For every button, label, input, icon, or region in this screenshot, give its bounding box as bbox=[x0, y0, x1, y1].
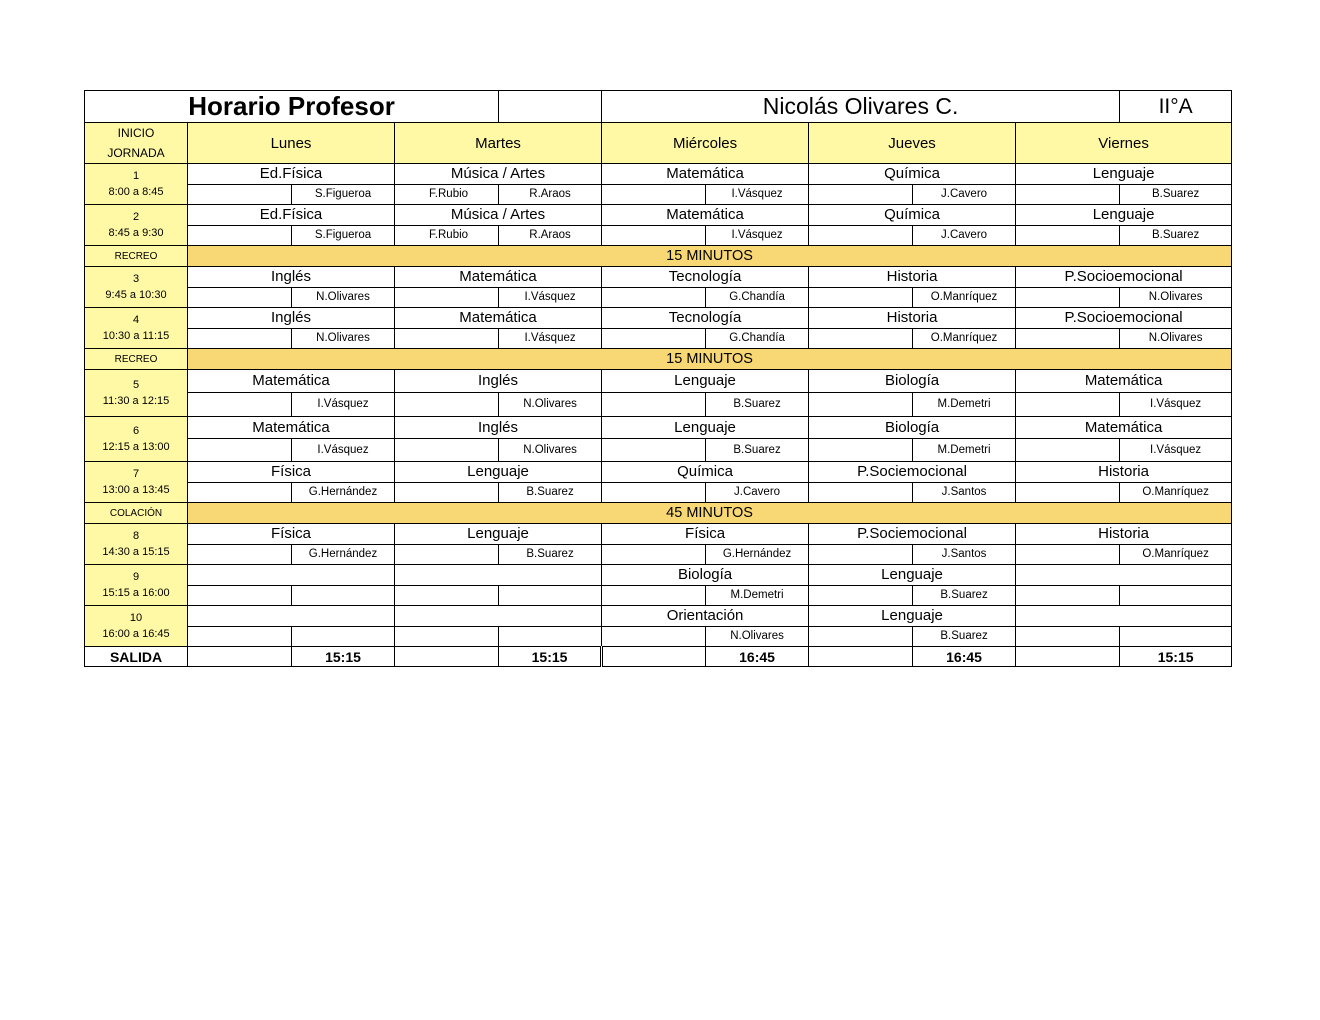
block-number: 5 bbox=[132, 379, 140, 391]
teacher-cell: I.Vásquez bbox=[292, 439, 395, 462]
day-header-row bbox=[85, 123, 1232, 164]
subject-cell: Biología bbox=[809, 370, 1016, 393]
break-label: RECREO bbox=[85, 349, 188, 370]
subject-cell: Matemática bbox=[395, 308, 602, 329]
subject-cell: Física bbox=[188, 524, 395, 545]
teacher-cell bbox=[602, 226, 706, 246]
teacher-cell bbox=[499, 627, 602, 647]
teacher-cell bbox=[1016, 627, 1120, 647]
salida-time-cell: 16:45 bbox=[913, 647, 1016, 667]
block-label bbox=[85, 606, 188, 647]
break-row bbox=[85, 503, 1232, 524]
teacher-cell bbox=[1016, 586, 1120, 606]
block-label bbox=[85, 164, 188, 205]
teacher-cell: I.Vásquez bbox=[1120, 439, 1232, 462]
salida-time-cell bbox=[1016, 647, 1120, 667]
subject-cell: P.Socioemocional bbox=[1016, 308, 1232, 329]
subject-cell: P.Socioemocional bbox=[1016, 267, 1232, 288]
teacher-cell bbox=[188, 226, 292, 246]
block-time: 8:00 a 8:45 bbox=[108, 186, 164, 198]
subject-cell: Química bbox=[809, 164, 1016, 185]
block-number: 1 bbox=[132, 170, 140, 182]
teacher-cell: I.Vásquez bbox=[706, 226, 809, 246]
subject-cell: Lenguaje bbox=[1016, 164, 1232, 185]
teacher-cell bbox=[1016, 545, 1120, 565]
teacher-cell bbox=[188, 329, 292, 349]
salida-time-cell: 15:15 bbox=[292, 647, 395, 667]
teacher-cell: O.Manríquez bbox=[1120, 483, 1232, 503]
teacher-cell bbox=[1120, 627, 1232, 647]
block-number: 9 bbox=[132, 571, 140, 583]
subject-cell: Química bbox=[809, 205, 1016, 226]
subject-cell: Lenguaje bbox=[1016, 205, 1232, 226]
block-number: 3 bbox=[132, 273, 140, 285]
teacher-cell bbox=[395, 627, 499, 647]
teacher-cell bbox=[809, 185, 913, 205]
subject-cell: Tecnología bbox=[602, 267, 809, 288]
subject-cell: Música / Artes bbox=[395, 164, 602, 185]
block-teacher-row bbox=[85, 393, 1232, 417]
block-time: 13:00 a 13:45 bbox=[102, 484, 170, 496]
subject-cell: Historia bbox=[809, 267, 1016, 288]
block-teacher-row bbox=[85, 288, 1232, 308]
teacher-cell bbox=[395, 545, 499, 565]
subject-cell: P.Sociemocional bbox=[809, 524, 1016, 545]
start-label-line-2: JORNADA bbox=[107, 146, 165, 160]
teacher-cell bbox=[1016, 288, 1120, 308]
salida-time-cell: 16:45 bbox=[706, 647, 809, 667]
teacher-cell bbox=[188, 288, 292, 308]
subject-cell: Historia bbox=[1016, 524, 1232, 545]
schedule-table bbox=[84, 90, 1232, 667]
teacher-cell: J.Cavero bbox=[913, 226, 1016, 246]
teacher-cell: I.Vásquez bbox=[292, 393, 395, 417]
subject-cell: Ed.Física bbox=[188, 164, 395, 185]
subject-cell: Biología bbox=[602, 565, 809, 586]
teacher-cell: S.Figueroa bbox=[292, 226, 395, 246]
teacher-cell: M.Demetri bbox=[706, 586, 809, 606]
teacher-cell: B.Suarez bbox=[913, 586, 1016, 606]
salida-label: SALIDA bbox=[85, 647, 188, 667]
block-number: 8 bbox=[132, 530, 140, 542]
subject-cell bbox=[188, 606, 395, 627]
teacher-cell: I.Vásquez bbox=[1120, 393, 1232, 417]
subject-cell: Inglés bbox=[188, 308, 395, 329]
subject-cell bbox=[188, 565, 395, 586]
subject-cell: Matemática bbox=[188, 417, 395, 439]
teacher-cell bbox=[188, 393, 292, 417]
teacher-cell bbox=[499, 586, 602, 606]
subject-cell: Tecnología bbox=[602, 308, 809, 329]
subject-cell: Matemática bbox=[395, 267, 602, 288]
subject-cell bbox=[395, 606, 602, 627]
teacher-cell bbox=[188, 439, 292, 462]
teacher-cell: M.Demetri bbox=[913, 439, 1016, 462]
block-time: 15:15 a 16:00 bbox=[102, 587, 170, 599]
start-label bbox=[85, 123, 188, 164]
teacher-cell: O.Manríquez bbox=[913, 329, 1016, 349]
block-subject-row bbox=[85, 565, 1232, 586]
teacher-cell bbox=[1016, 329, 1120, 349]
subject-cell: Matemática bbox=[1016, 370, 1232, 393]
subject-cell: Física bbox=[188, 462, 395, 483]
subject-cell: Inglés bbox=[395, 370, 602, 393]
teacher-cell: J.Cavero bbox=[706, 483, 809, 503]
teacher-cell: G.Hernández bbox=[292, 483, 395, 503]
teacher-cell bbox=[602, 545, 706, 565]
salida-row bbox=[85, 647, 1232, 667]
block-subject-row bbox=[85, 524, 1232, 545]
subject-cell: Lenguaje bbox=[602, 370, 809, 393]
block-number: 6 bbox=[132, 425, 140, 437]
teacher-cell bbox=[1016, 226, 1120, 246]
break-duration: 15 MINUTOS bbox=[188, 349, 1232, 370]
block-subject-row bbox=[85, 370, 1232, 393]
block-label bbox=[85, 267, 188, 308]
teacher-cell bbox=[395, 393, 499, 417]
teacher-cell bbox=[602, 329, 706, 349]
subject-cell: Lenguaje bbox=[602, 417, 809, 439]
teacher-cell bbox=[602, 627, 706, 647]
teacher-cell bbox=[809, 288, 913, 308]
teacher-cell: S.Figueroa bbox=[292, 185, 395, 205]
subject-cell: Historia bbox=[809, 308, 1016, 329]
day-header-lunes: Lunes bbox=[188, 123, 395, 164]
teacher-cell bbox=[292, 627, 395, 647]
teacher-cell: N.Olivares bbox=[499, 439, 602, 462]
teacher-cell bbox=[809, 627, 913, 647]
block-subject-row bbox=[85, 267, 1232, 288]
block-time: 10:30 a 11:15 bbox=[102, 330, 170, 342]
teacher-cell bbox=[188, 627, 292, 647]
subject-cell bbox=[395, 565, 602, 586]
teacher-cell bbox=[809, 393, 913, 417]
block-time: 9:45 a 10:30 bbox=[105, 289, 167, 301]
day-header-jueves: Jueves bbox=[809, 123, 1016, 164]
block-label bbox=[85, 565, 188, 606]
block-subject-row bbox=[85, 164, 1232, 185]
teacher-cell bbox=[395, 483, 499, 503]
block-label bbox=[85, 205, 188, 246]
teacher-cell bbox=[395, 329, 499, 349]
teacher-cell bbox=[1016, 393, 1120, 417]
subject-cell: Lenguaje bbox=[395, 524, 602, 545]
subject-cell bbox=[1016, 606, 1232, 627]
title-row bbox=[85, 91, 1232, 123]
teacher-cell bbox=[292, 586, 395, 606]
block-teacher-row bbox=[85, 226, 1232, 246]
teacher-cell: N.Olivares bbox=[499, 393, 602, 417]
teacher-cell: R.Araos bbox=[499, 226, 602, 246]
teacher-cell: B.Suarez bbox=[1120, 226, 1232, 246]
block-teacher-row bbox=[85, 329, 1232, 349]
teacher-cell bbox=[809, 226, 913, 246]
teacher-cell bbox=[188, 545, 292, 565]
subject-cell: Química bbox=[602, 462, 809, 483]
subject-cell: Matemática bbox=[188, 370, 395, 393]
salida-time-cell bbox=[602, 647, 706, 667]
teacher-cell: N.Olivares bbox=[292, 288, 395, 308]
block-time: 8:45 a 9:30 bbox=[108, 227, 164, 239]
teacher-cell: N.Olivares bbox=[706, 627, 809, 647]
salida-time-cell bbox=[809, 647, 913, 667]
block-subject-row bbox=[85, 417, 1232, 439]
break-duration: 45 MINUTOS bbox=[188, 503, 1232, 524]
teacher-cell bbox=[1016, 483, 1120, 503]
teacher-cell bbox=[188, 483, 292, 503]
block-teacher-row bbox=[85, 586, 1232, 606]
teacher-cell bbox=[809, 483, 913, 503]
block-label bbox=[85, 524, 188, 565]
subject-cell: Lenguaje bbox=[809, 565, 1016, 586]
subject-cell: Lenguaje bbox=[395, 462, 602, 483]
teacher-cell: O.Manríquez bbox=[1120, 545, 1232, 565]
subject-cell bbox=[1016, 565, 1232, 586]
teacher-cell: F.Rubio bbox=[395, 185, 499, 205]
day-header-viernes: Viernes bbox=[1016, 123, 1232, 164]
teacher-cell: G.Chandía bbox=[706, 288, 809, 308]
teacher-cell bbox=[395, 586, 499, 606]
teacher-cell: B.Suarez bbox=[913, 627, 1016, 647]
block-subject-row bbox=[85, 308, 1232, 329]
teacher-cell bbox=[809, 586, 913, 606]
block-time: 14:30 a 15:15 bbox=[102, 546, 170, 558]
subject-cell: Matemática bbox=[602, 205, 809, 226]
block-time: 16:00 a 16:45 bbox=[102, 628, 170, 640]
page-title: Horario Profesor bbox=[85, 91, 499, 123]
block-number: 10 bbox=[129, 612, 143, 624]
teacher-cell: B.Suarez bbox=[499, 483, 602, 503]
subject-cell: Ed.Física bbox=[188, 205, 395, 226]
teacher-cell bbox=[602, 288, 706, 308]
day-header-miercoles: Miércoles bbox=[602, 123, 809, 164]
teacher-cell bbox=[809, 439, 913, 462]
break-duration: 15 MINUTOS bbox=[188, 246, 1232, 267]
block-teacher-row bbox=[85, 185, 1232, 205]
block-number: 2 bbox=[132, 211, 140, 223]
subject-cell: Orientación bbox=[602, 606, 809, 627]
block-teacher-row bbox=[85, 439, 1232, 462]
teacher-cell bbox=[395, 288, 499, 308]
block-label bbox=[85, 417, 188, 462]
subject-cell: Lenguaje bbox=[809, 606, 1016, 627]
block-time: 11:30 a 12:15 bbox=[102, 395, 170, 407]
subject-cell: Música / Artes bbox=[395, 205, 602, 226]
teacher-cell: N.Olivares bbox=[1120, 288, 1232, 308]
salida-time-cell: 15:15 bbox=[499, 647, 602, 667]
teacher-cell bbox=[1120, 586, 1232, 606]
teacher-cell: G.Hernández bbox=[706, 545, 809, 565]
block-number: 7 bbox=[132, 468, 140, 480]
teacher-cell: G.Hernández bbox=[292, 545, 395, 565]
block-teacher-row bbox=[85, 483, 1232, 503]
break-row bbox=[85, 246, 1232, 267]
teacher-cell: B.Suarez bbox=[1120, 185, 1232, 205]
subject-cell: Historia bbox=[1016, 462, 1232, 483]
teacher-cell bbox=[188, 185, 292, 205]
subject-cell: Matemática bbox=[1016, 417, 1232, 439]
teacher-cell bbox=[1016, 439, 1120, 462]
teacher-cell bbox=[602, 185, 706, 205]
break-row bbox=[85, 349, 1232, 370]
block-teacher-row bbox=[85, 627, 1232, 647]
teacher-cell bbox=[188, 586, 292, 606]
subject-cell: Física bbox=[602, 524, 809, 545]
title-spacer-cell bbox=[499, 91, 602, 123]
block-subject-row bbox=[85, 606, 1232, 627]
teacher-cell: N.Olivares bbox=[292, 329, 395, 349]
subject-cell: Inglés bbox=[395, 417, 602, 439]
teacher-cell: B.Suarez bbox=[499, 545, 602, 565]
teacher-cell: J.Cavero bbox=[913, 185, 1016, 205]
teacher-cell: F.Rubio bbox=[395, 226, 499, 246]
teacher-cell: I.Vásquez bbox=[499, 329, 602, 349]
break-label: COLACIÓN bbox=[85, 503, 188, 524]
teacher-name: Nicolás Olivares C. bbox=[602, 91, 1120, 123]
day-header-martes: Martes bbox=[395, 123, 602, 164]
block-label bbox=[85, 308, 188, 349]
teacher-cell: I.Vásquez bbox=[706, 185, 809, 205]
teacher-cell bbox=[602, 483, 706, 503]
subject-cell: Matemática bbox=[602, 164, 809, 185]
teacher-cell bbox=[602, 439, 706, 462]
teacher-cell: I.Vásquez bbox=[499, 288, 602, 308]
break-label: RECREO bbox=[85, 246, 188, 267]
teacher-cell: B.Suarez bbox=[706, 393, 809, 417]
start-label-line-1: INICIO bbox=[117, 126, 155, 140]
salida-time-cell bbox=[188, 647, 292, 667]
teacher-cell: B.Suarez bbox=[706, 439, 809, 462]
teacher-cell: J.Santos bbox=[913, 545, 1016, 565]
block-time: 12:15 a 13:00 bbox=[102, 441, 170, 453]
subject-cell: Biología bbox=[809, 417, 1016, 439]
teacher-cell bbox=[1016, 185, 1120, 205]
teacher-cell: J.Santos bbox=[913, 483, 1016, 503]
block-subject-row bbox=[85, 205, 1232, 226]
block-label bbox=[85, 370, 188, 417]
block-teacher-row bbox=[85, 545, 1232, 565]
block-label bbox=[85, 462, 188, 503]
block-number: 4 bbox=[132, 314, 140, 326]
teacher-cell bbox=[395, 439, 499, 462]
grade-label: II°A bbox=[1120, 91, 1232, 123]
subject-cell: Inglés bbox=[188, 267, 395, 288]
teacher-cell: O.Manríquez bbox=[913, 288, 1016, 308]
teacher-cell bbox=[602, 393, 706, 417]
salida-time-cell bbox=[395, 647, 499, 667]
teacher-cell: N.Olivares bbox=[1120, 329, 1232, 349]
teacher-cell bbox=[809, 329, 913, 349]
teacher-cell: G.Chandía bbox=[706, 329, 809, 349]
teacher-cell: R.Araos bbox=[499, 185, 602, 205]
teacher-cell bbox=[602, 586, 706, 606]
teacher-cell bbox=[809, 545, 913, 565]
salida-time-cell: 15:15 bbox=[1120, 647, 1232, 667]
block-subject-row bbox=[85, 462, 1232, 483]
teacher-cell: M.Demetri bbox=[913, 393, 1016, 417]
subject-cell: P.Sociemocional bbox=[809, 462, 1016, 483]
